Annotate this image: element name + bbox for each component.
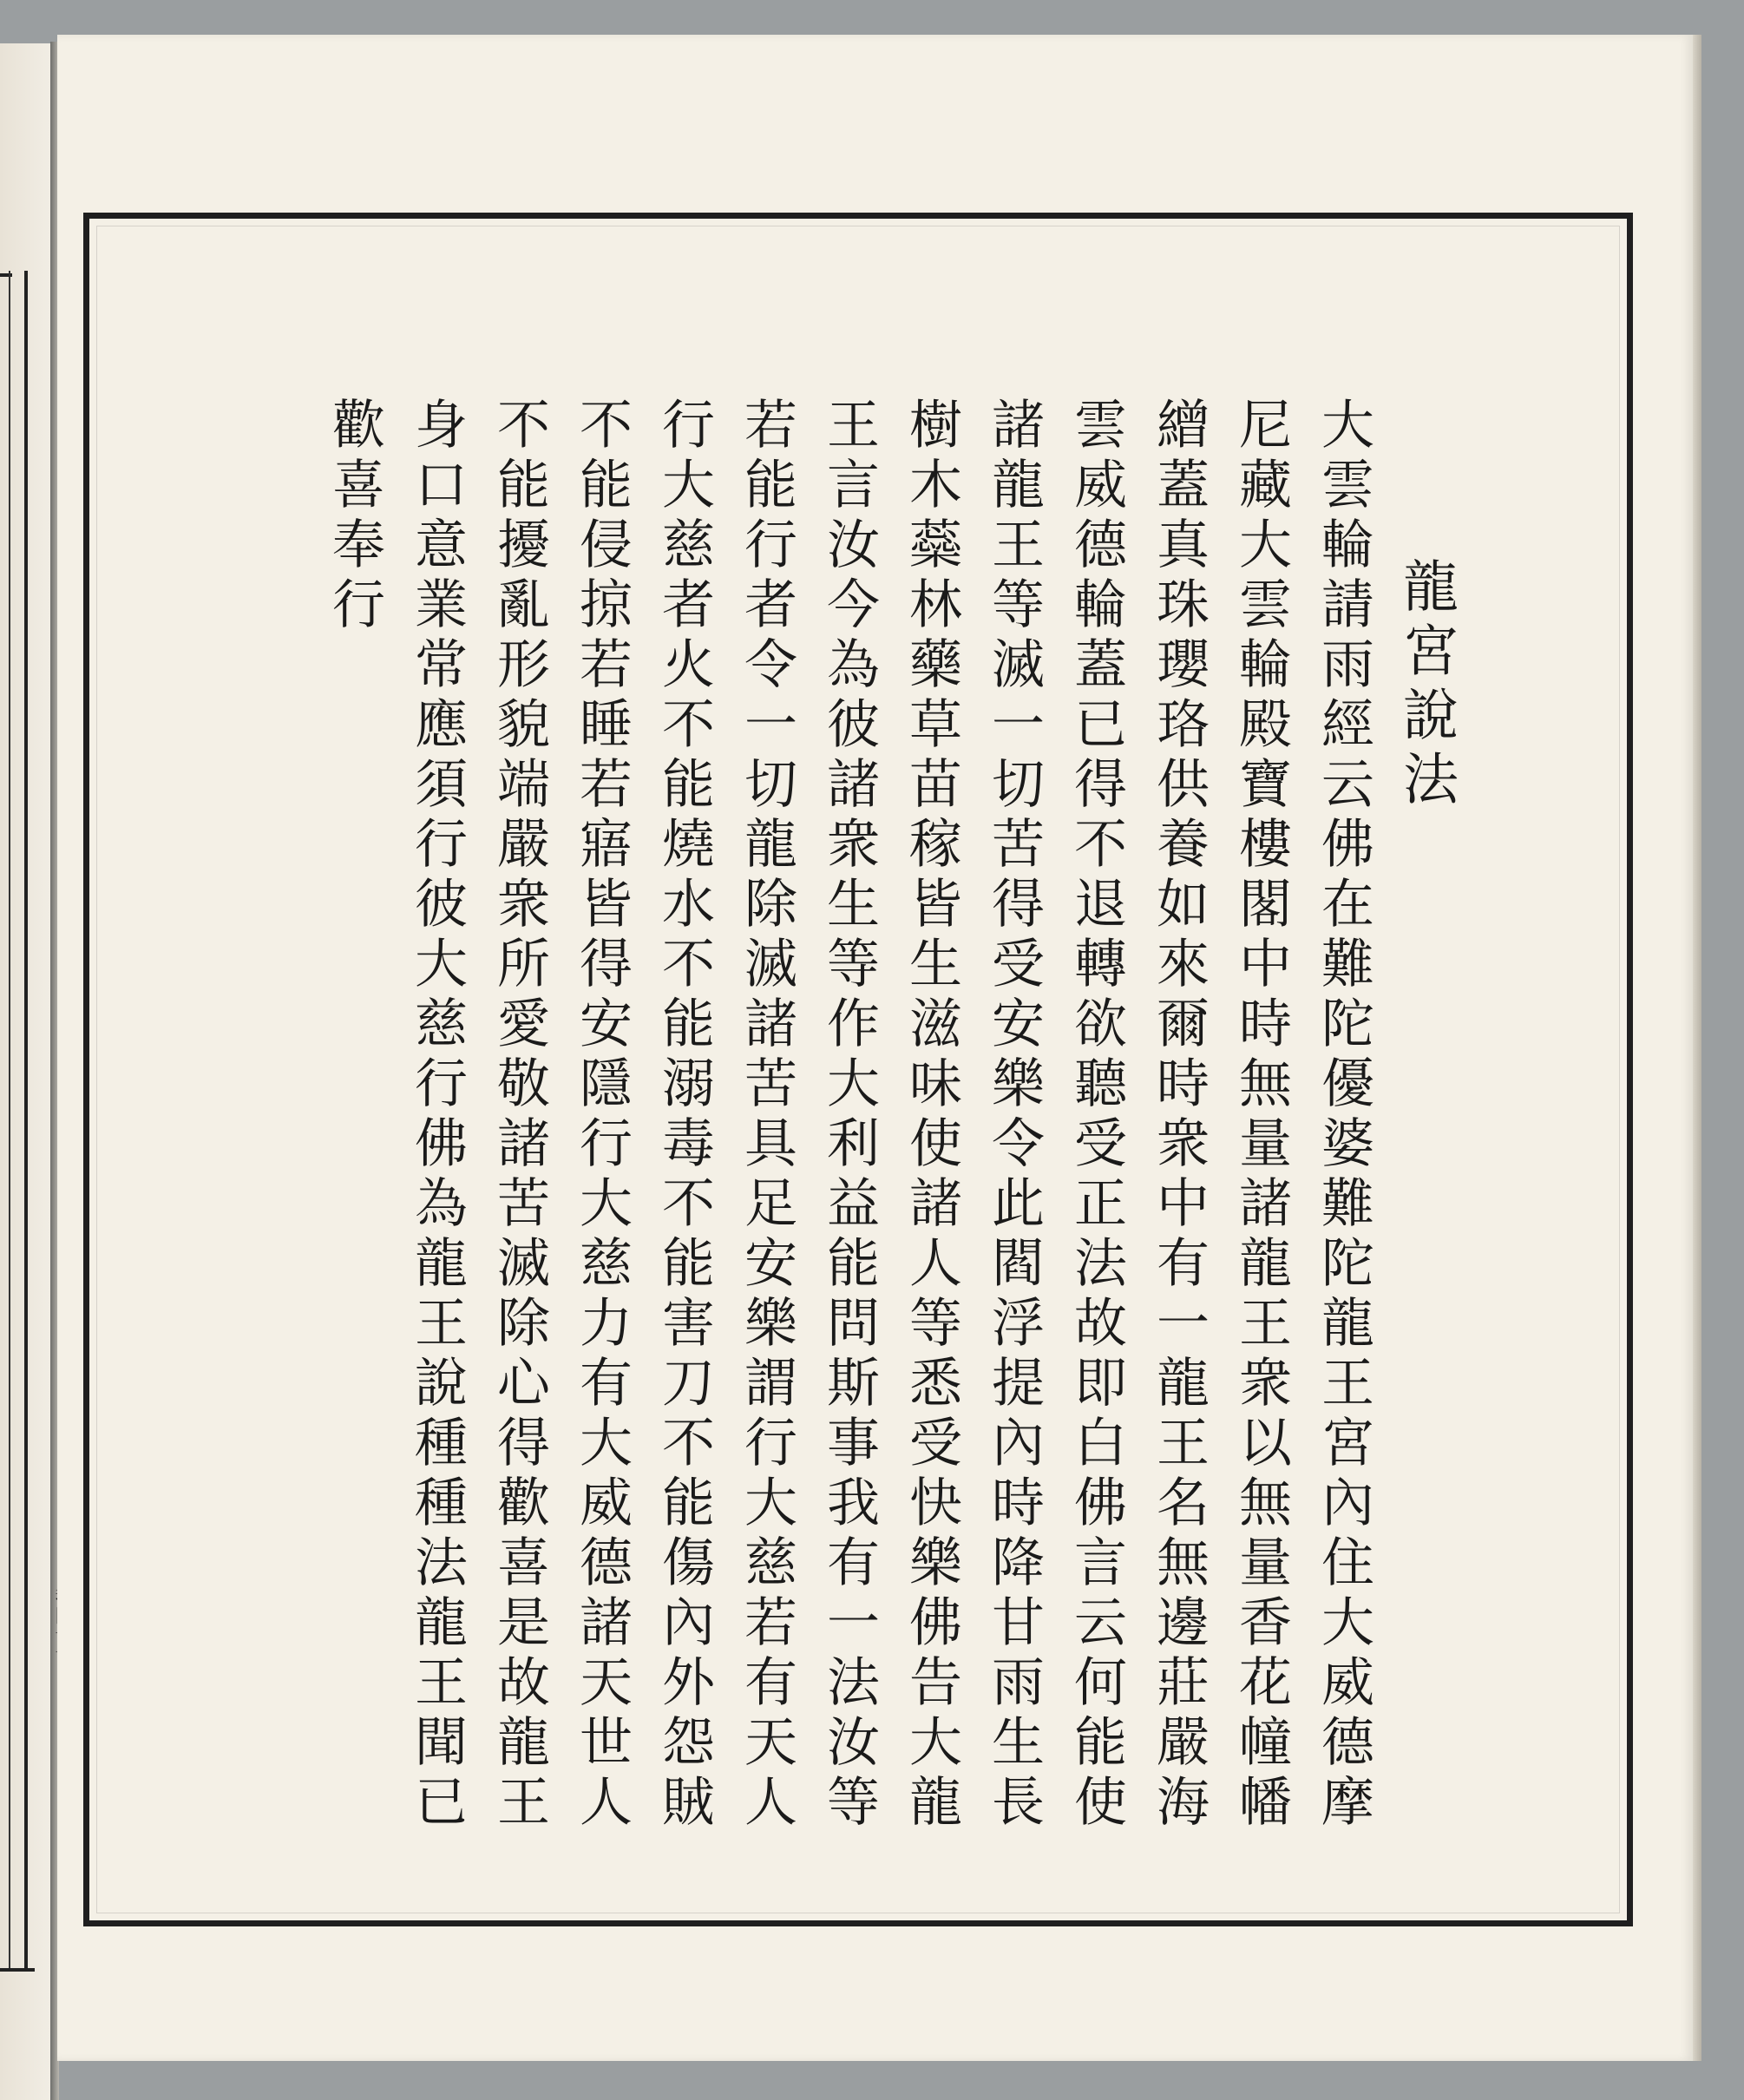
text-column-3: 繒蓋真珠瓔珞供養如來爾時衆中有一龍王名無邊莊嚴海 <box>1148 397 1210 1834</box>
section-title: 龍宮說法 <box>1393 557 1458 814</box>
text-column-12: 身口意業常應須行彼大慈行佛為龍王說種種法龍王聞已 <box>406 397 468 1834</box>
text-column-2: 尼藏大雲輪殿寶樓閣中時無量諸龍王衆以無量香花幢幡 <box>1230 397 1292 1834</box>
text-column-11: 不能擾亂形貌端嚴衆所愛敬諸苦滅除心得歡喜是故龍王 <box>488 397 550 1834</box>
text-column-9: 行大慈者火不能燒水不能溺毒不能害刀不能傷內外怨賊 <box>653 397 715 1834</box>
text-column-5: 諸龍王等滅一切苦得受安樂令此閻浮提內時降甘雨生長 <box>983 397 1045 1834</box>
previous-page-frame-bottom <box>0 1968 35 1972</box>
page-edge <box>1693 35 1701 2061</box>
text-columns <box>89 219 1627 1920</box>
text-column-4: 雲威德輪蓋已得不退轉欲聽受正法故即白佛言云何能使 <box>1065 397 1127 1834</box>
previous-page-frame-line-thin <box>9 271 10 1972</box>
text-column-10: 不能侵掠若睡若寤皆得安隱行大慈力有大威德諸天世人 <box>571 397 633 1834</box>
previous-page-frame-line <box>24 271 28 1972</box>
text-column-13: 歡喜奉行 <box>324 397 385 636</box>
previous-page-edge <box>0 43 51 2100</box>
text-column-7: 王言汝今為彼諸衆生等作大利益能問斯事我有一法汝等 <box>818 397 880 1834</box>
text-frame <box>83 213 1633 1926</box>
text-column-1: 大雲輪請雨經云佛在難陀優婆難陀龍王宮內住大威德摩 <box>1313 397 1374 1834</box>
text-column-6: 樹木蘂林藥草苗稼皆生滋味使諸人等悉受快樂佛告大龍 <box>901 397 962 1834</box>
text-column-8: 若能行者令一切龍除滅諸苦具足安樂謂行大慈若有天人 <box>736 397 797 1834</box>
